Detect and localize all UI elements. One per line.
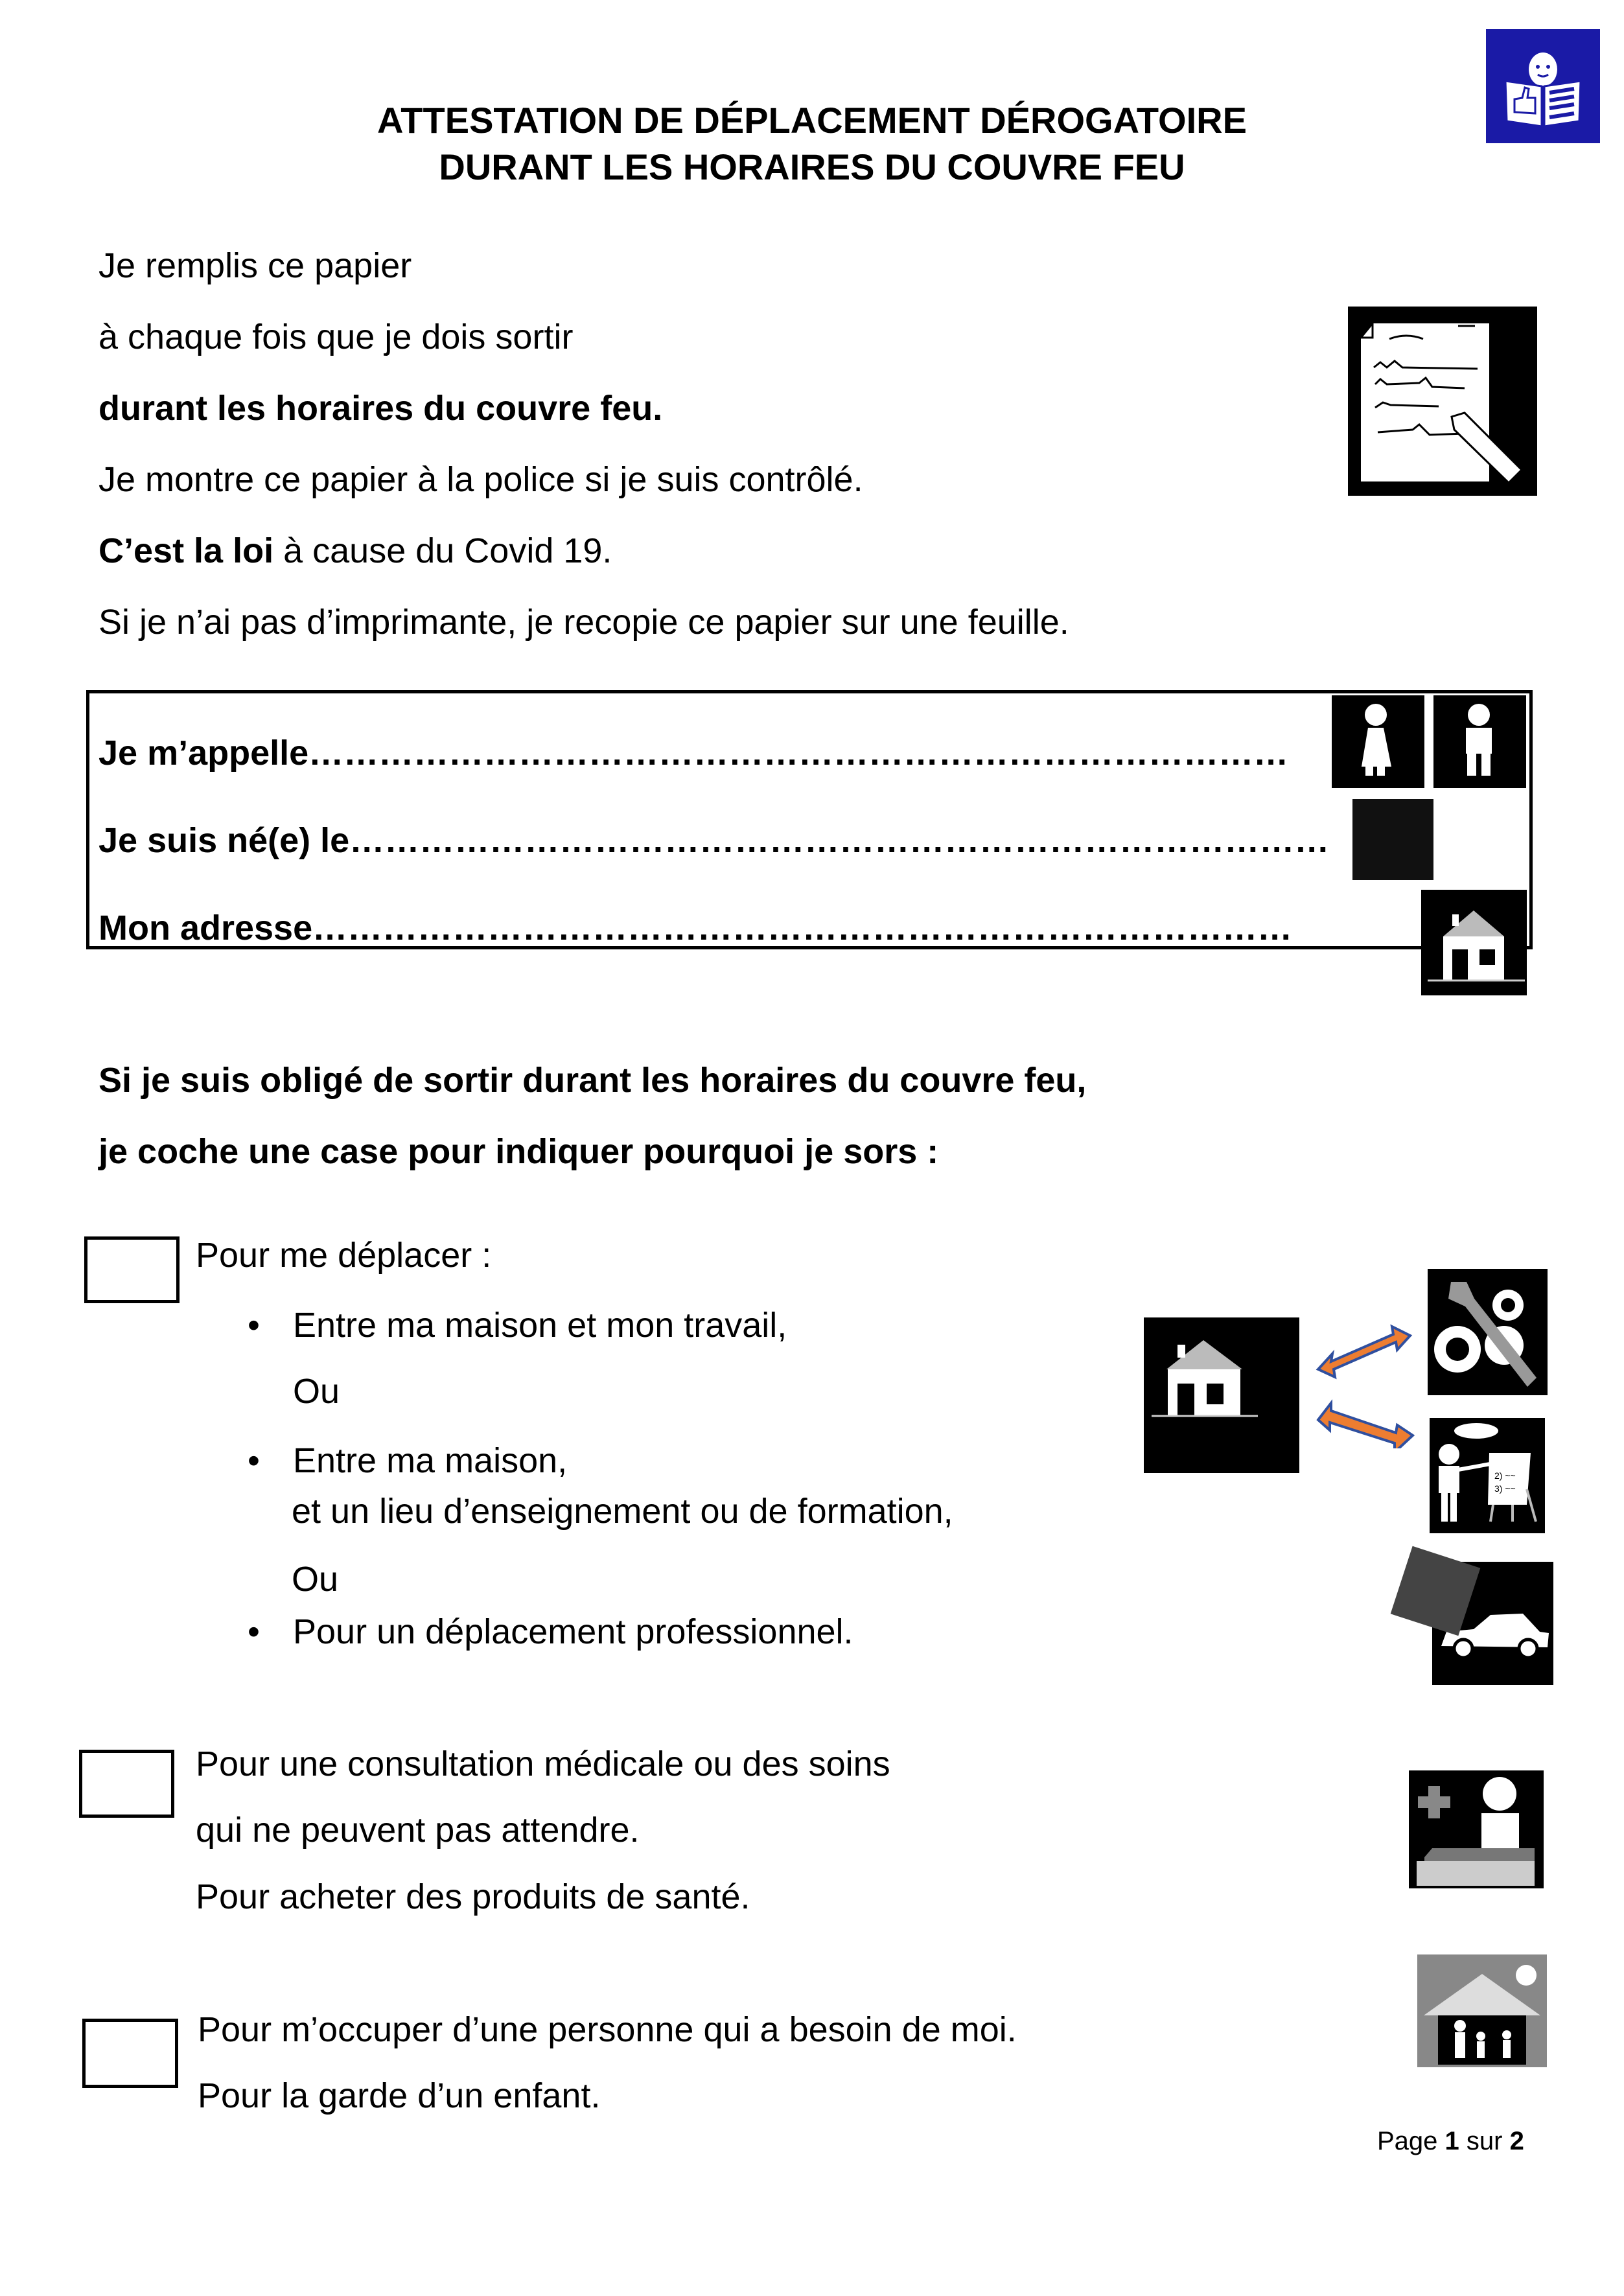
- intro-law-rest: à cause du Covid 19.: [273, 531, 612, 570]
- birthdate-dots: …………………………………………………………………………: [349, 821, 1330, 860]
- intro-line-3: durant les horaires du couvre feu.: [99, 389, 663, 428]
- reason-care-checkbox[interactable]: [82, 2019, 178, 2088]
- intro-line-6: Si je n’ai pas d’imprimante, je recopie ce papier sur une feuille.: [99, 603, 1069, 642]
- reason-travel-checkbox[interactable]: [84, 1236, 180, 1303]
- intro-line-1: Je remplis ce papier: [99, 246, 412, 285]
- intro-line-4: Je montre ce papier à la police si je suis contrôlé.: [99, 460, 863, 499]
- intro-line-2: à chaque fois que je dois sortir: [99, 318, 574, 356]
- reason-travel-professional: Pour un déplacement professionnel.: [293, 1612, 853, 1651]
- easy-to-read-logo-icon: [1486, 29, 1600, 143]
- address-field[interactable]: [99, 907, 1292, 949]
- birthdate-label: Je suis né(e) le: [99, 821, 350, 860]
- reason-medical-checkbox[interactable]: [79, 1750, 174, 1818]
- document-writing-icon: [1348, 307, 1537, 496]
- childcare-icon: [1417, 1954, 1547, 2067]
- svg-text:3) ~~: 3) ~~: [1494, 1483, 1516, 1494]
- reason-care-line-1: Pour m’occuper d’une personne qui a besoin de moi.: [198, 2010, 1017, 2049]
- document-title-line2: DURANT LES HORAIRES DU COUVRE FEU: [439, 146, 1185, 187]
- reason-travel-school-line2: et un lieu d’enseignement ou de formation,: [292, 1492, 953, 1531]
- woman-icon: [1332, 695, 1424, 788]
- page-number: [1377, 2127, 1524, 2156]
- reason-travel-or-2: Ou: [292, 1560, 339, 1599]
- page-separator: sur: [1466, 2127, 1503, 2155]
- svg-text:2) ~~: 2) ~~: [1494, 1470, 1516, 1481]
- bullet-icon: •: [248, 1612, 260, 1651]
- reasons-intro-line-1: Si je suis obligé de sortir durant les horaires du couvre feu,: [99, 1061, 1087, 1100]
- reason-care-line-2: Pour la garde d’un enfant.: [198, 2076, 601, 2115]
- reason-travel-title: Pour me déplacer :: [196, 1236, 492, 1275]
- arrows-icon: [1316, 1306, 1419, 1448]
- reasons-intro-line-2: je coche une case pour indiquer pourquoi je sors :: [99, 1132, 939, 1171]
- page-word: Page: [1377, 2127, 1438, 2155]
- document-title-line1: ATTESTATION DE DÉPLACEMENT DÉROGATOIRE: [377, 100, 1247, 141]
- medical-consultation-icon: [1409, 1770, 1544, 1888]
- intro-law-bold: C’est la loi: [99, 531, 274, 570]
- calendar-icon: [1352, 799, 1433, 880]
- address-dots: …………………………………………………………………………: [312, 909, 1293, 947]
- intro-line-5: [99, 530, 612, 572]
- name-label: Je m’appelle: [99, 734, 309, 772]
- reason-travel-work: Entre ma maison et mon travail,: [293, 1306, 787, 1345]
- reason-medical-line-1: Pour une consultation médicale ou des soins: [196, 1745, 890, 1783]
- address-label: Mon adresse: [99, 909, 313, 947]
- page-total: 2: [1509, 2127, 1524, 2155]
- reason-medical-line-3: Pour acheter des produits de santé.: [196, 1877, 750, 1916]
- reason-medical-line-2: qui ne peuvent pas attendre.: [196, 1811, 640, 1850]
- man-icon: [1433, 695, 1526, 788]
- house-icon: [1144, 1317, 1299, 1473]
- reason-travel-school-line1: Entre ma maison,: [293, 1441, 568, 1480]
- teacher-icon: [1430, 1418, 1545, 1533]
- bullet-icon: •: [248, 1441, 260, 1480]
- tools-gears-icon: [1428, 1269, 1548, 1395]
- birthdate-field[interactable]: [99, 820, 1329, 861]
- reason-travel-or-1: Ou: [293, 1372, 340, 1411]
- home-address-icon: [1421, 890, 1527, 995]
- page-current: 1: [1444, 2127, 1459, 2155]
- name-field[interactable]: [99, 732, 1288, 774]
- name-dots: …………………………………………………………………………: [308, 734, 1289, 772]
- bullet-icon: •: [248, 1306, 260, 1345]
